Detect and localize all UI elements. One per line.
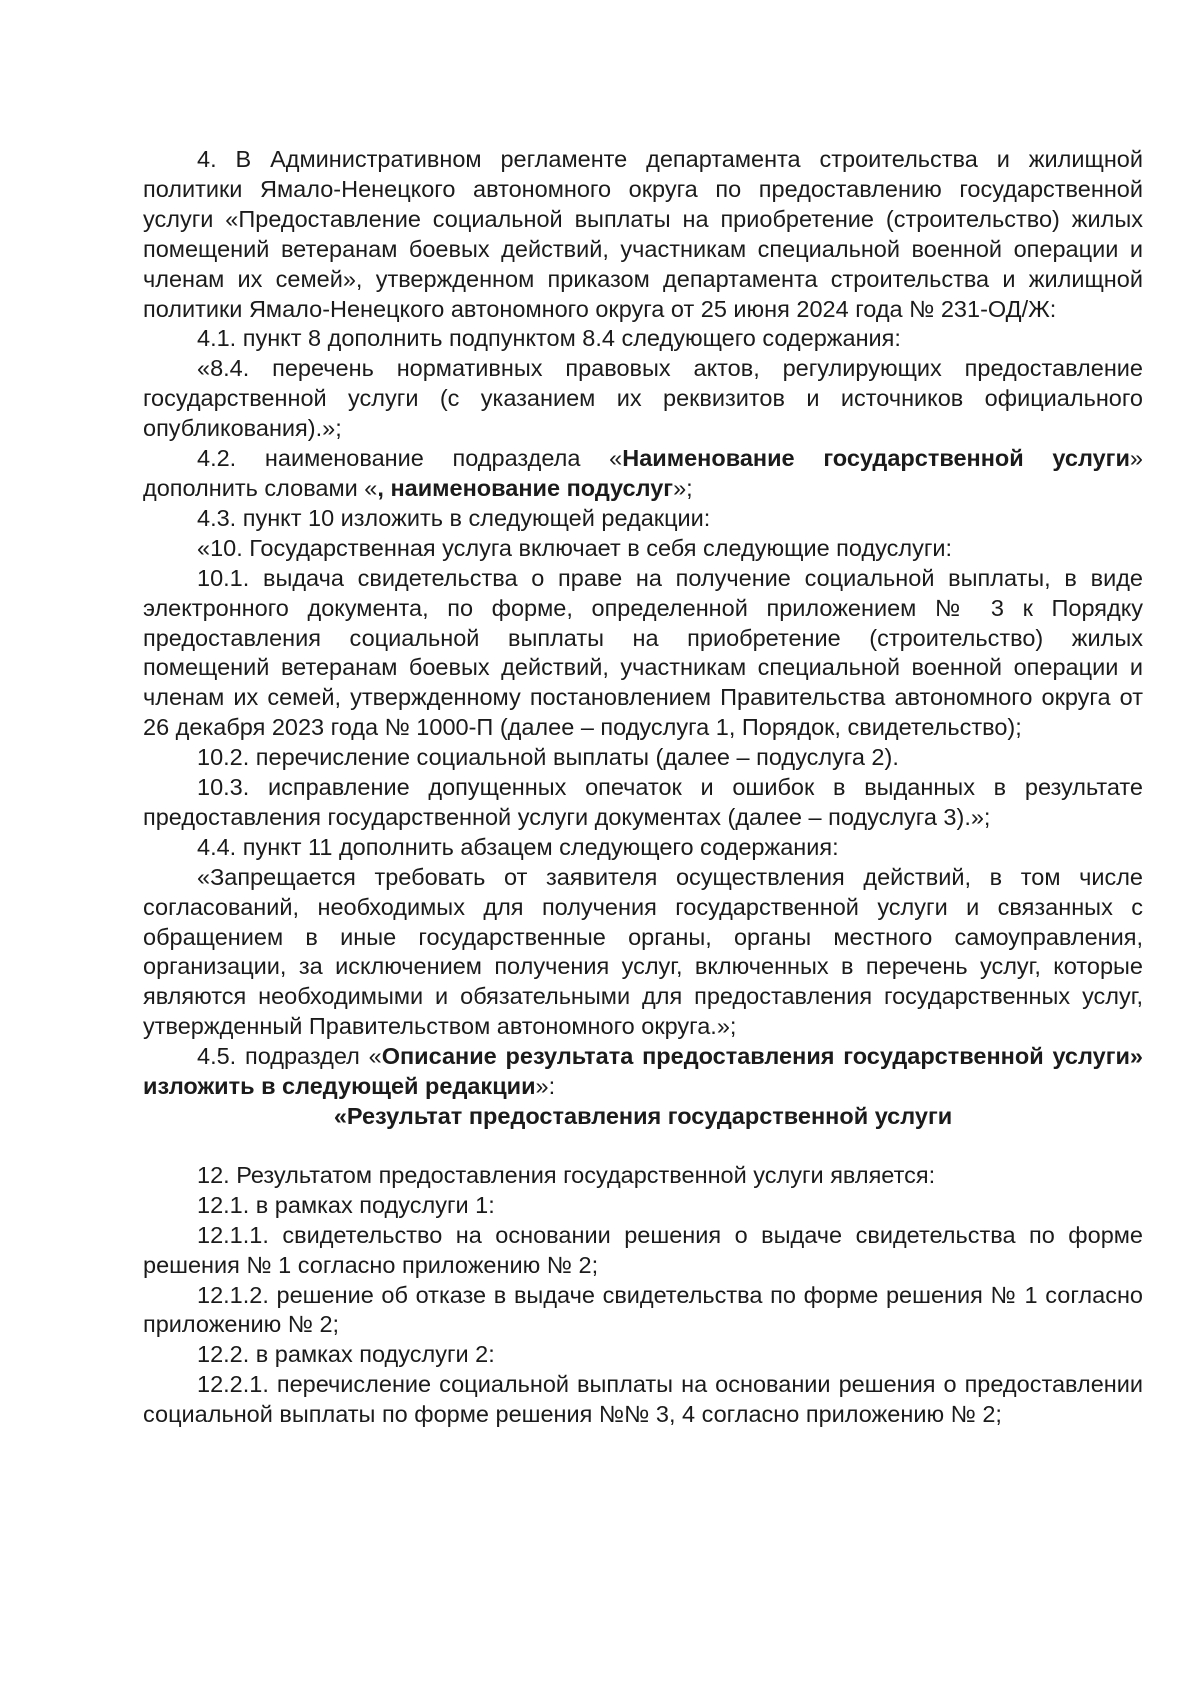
paragraph-4-4: 4.4. пункт 11 дополнить абзацем следующего содержания: <box>197 833 839 860</box>
paragraph-4-1: 4.1. пункт 8 дополнить подпунктом 8.4 следующего содержания: <box>197 325 901 352</box>
paragraph-11-quote: «Запрещается требовать от заявителя осуществления действий, в том числе согласований, необходимых для получения государственной услуги и связанных с обращением в иные государственные органы, органы местного самоуправления, организации, за исключением получения услуг, включенных в перечень услуг, которые являются необходимыми и обязательными для предоставления государственных услуг, утвержденный Правительством автономного округа.»; <box>143 863 1143 1040</box>
paragraph-12-2-1: 12.2.1. перечисление социальной выплаты на основании решения о предоставлении социальной выплаты по форме решения №№ 3, 4 согласно приложению № 2; <box>143 1371 1143 1428</box>
paragraph-10-1: 10.1. выдача свидетельства о праве на получение социальной выплаты, в виде электронного документа, по форме, определенной приложением № 3 к Порядку предоставления социальной выплаты на приобретение (строительство) жилых помещений ветеранам боевых действий, участникам специальной военной операции и членам их семей, утвержденному постановлением Правительства автономного округа от 26 декабря 2023 года № 1000-П (далее – подуслуга 1, Порядок, свидетельство); <box>143 564 1143 741</box>
paragraph-12: 12. Результатом предоставления государственной услуги является: <box>197 1161 936 1188</box>
text-run: »: <box>535 1073 556 1100</box>
spacer <box>143 1132 1143 1161</box>
paragraph-10-2: 10.2. перечисление социальной выплаты (далее – подуслуга 2). <box>197 744 899 771</box>
text-run: » дополнить словами « <box>143 445 1143 501</box>
bold-run: Описание результата предоставления государственной услуги» изложить в следующей редакции <box>143 1043 1143 1100</box>
text-run: 4.2. наименование подраздела « <box>197 445 623 472</box>
paragraph-8-4-quote: «8.4. перечень нормативных правовых актов, регулирующих предоставление государственной услуги (с указанием их реквизитов и источников официального опубликования).»; <box>143 355 1143 442</box>
paragraph-12-2: 12.2. в рамках подуслуги 2: <box>197 1341 495 1368</box>
paragraph-4: 4. В Административном регламенте департамента строительства и жилищной политики Ямало-Ненецкого автономного округа по предоставлению государственной услуги «Предоставление социальной выплаты на приобретение (строительство) жилых помещений ветеранам боевых действий, участникам специальной военной операции и членам их семей», утвержденном приказом департамента строительства и жилищной политики Ямало-Ненецкого автономного округа от 25 июня 2024 года № 231-ОД/Ж: <box>143 146 1143 322</box>
paragraph-10-3: 10.3. исправление допущенных опечаток и ошибок в выданных в результате предоставления государственной услуги документах (далее – подуслуга 3).»; <box>143 774 1143 830</box>
document-page <box>143 145 1143 1430</box>
paragraph-4-3: 4.3. пункт 10 изложить в следующей редакции: <box>197 504 711 531</box>
paragraph-12-1-1: 12.1.1. свидетельство на основании решения о выдаче свидетельства по форме решения № 1 согласно приложению № 2; <box>143 1221 1143 1278</box>
paragraph-4-5 <box>143 1042 1143 1102</box>
paragraph-12-1-2: 12.1.2. решение об отказе в выдаче свидетельства по форме решения № 1 согласно приложению № 2; <box>143 1281 1143 1338</box>
bold-run: Наименование государственной услуги <box>622 445 1130 472</box>
text-run: 4.5. подраздел « <box>197 1043 382 1070</box>
text-run: »; <box>673 474 693 501</box>
paragraph-12-1: 12.1. в рамках подуслуги 1: <box>197 1191 495 1218</box>
paragraph-4-2 <box>143 444 1143 504</box>
section-heading: «Результат предоставления государственной услуги <box>333 1103 953 1129</box>
bold-run: , наименование подуслуг <box>377 474 674 501</box>
paragraph-10-quote: «10. Государственная услуга включает в себя следующие подуслуги: <box>197 534 953 561</box>
